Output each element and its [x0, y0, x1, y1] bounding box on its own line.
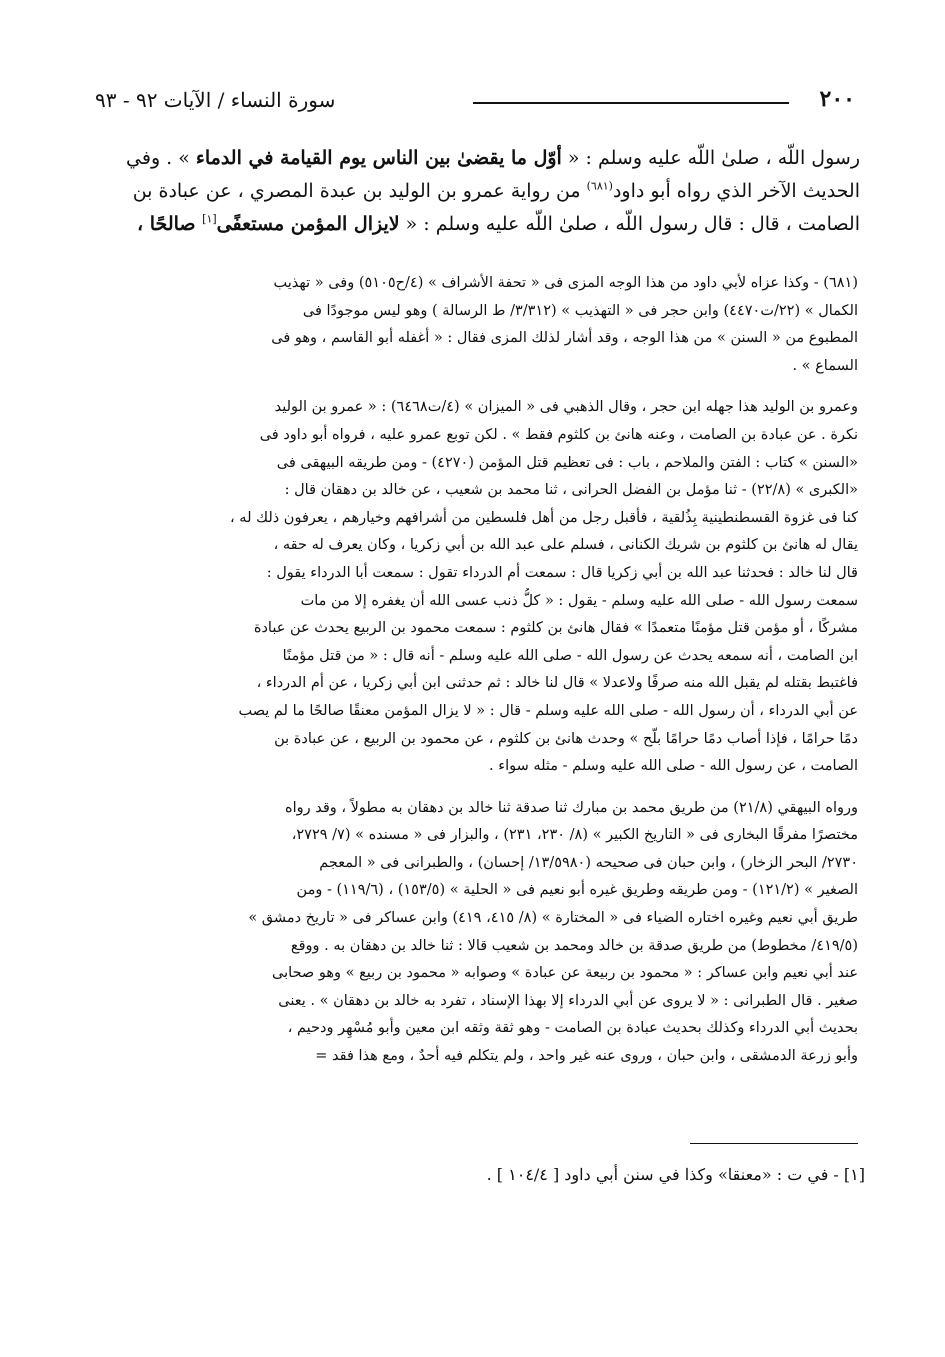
footnote-line: كنا فى غزوة القسطنطينية بِذُلقية ، فأقبل رجل من أهل فلسطين من أشرافهم وخيارهم ، يعرفون ذلك له ،: [230, 509, 858, 526]
editor-note-ref[interactable]: [١]: [202, 212, 217, 226]
footnote-line: الكمال » (٢٢/ت٤٤٧٠) وابن حجر فى « التهذيب » (٣/٣١٢/ ط الرسالة ) وهو ليس موجودًا فى: [302, 302, 858, 319]
paragraph-gap: [100, 380, 858, 394]
main-line-1: [95, 142, 860, 175]
footnote-line: «السنن » كتاب : الفتن والملاحم ، باب : فى تعظيم قتل المؤمن (٤٢٧٠) - ومن طريقه البيهقى فى: [276, 454, 858, 471]
footnote-line: المطبوع من « السنن » من هذا الوجه ، وقد أشار لذلك المزى فقال : « أغفله أبو القاسم ، وهو فى: [271, 330, 858, 347]
main-line-3: [95, 208, 860, 241]
footnote-line: يقال له هانئ بن كلثوم بن شريك الكنانى ، فسلم على عبد الله بن أبي زكريا ، وكان يعرف له حقه ،: [273, 537, 858, 554]
footnote-ref-681[interactable]: (٦٨١): [586, 179, 613, 193]
running-title: سورة النساء / الآيات ٩٢ - ٩٣: [95, 88, 336, 112]
footnote-line: طريق أبي نعيم وغيره اختاره الضياء فى « المختارة » (٨/ ٤١٥، ٤١٩) وابن عساكر فى « تاريخ دمشق »: [248, 910, 858, 927]
footnote-line: ابن الصامت ، أنه سمعه يحدث عن رسول الله - صلى الله عليه وسلم - أنه قال : « من قتل مؤمنًا: [282, 647, 858, 664]
hadith-quote: لايزال المؤمن مستعفًى: [216, 213, 400, 235]
header-rule: [473, 102, 789, 104]
main-text-span: الصامت ، قال : قال رسول اللّه ، صلىٰ اللّه عليه وسلم : «: [399, 213, 860, 235]
footnote-line: عند أبي نعيم وابن عساكر : « محمود بن ربيعة عن عبادة » وصوابه « محمود بن ربيع » وهو صحابى: [272, 965, 858, 982]
editor-note: [١] - في ت : «معنقا» وكذا في سنن أبي داود [ ١٠٤/٤ ] .: [486, 1165, 865, 1184]
footnotes: [100, 270, 858, 1071]
page-number: ٢٠٠: [819, 86, 855, 112]
footnote-line: فاغتبط بقتله لم يقبل الله منه صرفًا ولاعدلا » قال لنا خالد : ثم حدثنى ابن أبي زكريا ، عن أم الدرداء ،: [256, 675, 858, 692]
main-text-span: » . وفي: [126, 147, 196, 169]
footnote-line: بحديث أبي الدرداء وكذلك بحديث عبادة بن الصامت - وهو ثقة وثقه ابن معين وأبو مُسْهِر ودحيم ،: [287, 1020, 858, 1037]
main-text-span: الحديث الآخر الذي رواه أبو داود: [612, 180, 860, 202]
main-line-2: [95, 175, 860, 208]
footnote-line: (٤١٩/٥/ مخطوط) من طريق صدقة بن خالد ومحمد بن شعيب قالا : ثنا خالد بن دهقان به . ووقع: [290, 937, 858, 954]
footnote-line: نكرة . عن عبادة بن الصامت ، وعنه هانئ بن كلثوم فقط » . لكن توبع عمرو عليه ، فرواه أبو داود فى: [259, 426, 858, 443]
main-text-span: من رواية عمرو بن الوليد بن عبدة المصري ، عن عبادة بن: [132, 180, 587, 202]
footnote-line: وعمرو بن الوليد هذا جهله ابن حجر ، وقال الذهبي فى « الميزان » (٤/ت٦٤٦٨) : « عمرو بن الوليد: [274, 399, 858, 416]
page-header: [95, 86, 855, 120]
footnote-line: سمعت رسول الله - صلى الله عليه وسلم - يقول : « كلُّ ذنب عسى الله أن يغفره إلا من مات: [300, 592, 858, 609]
footnote-line: عن أبي الدرداء ، أن رسول الله - صلى الله عليه وسلم - قال : « لا يزال المؤمن معنقًا صالحًا ما لم يصب: [238, 702, 858, 719]
footnote-line: «الكبرى » (٢٢/٨) - ثنا مؤمل بن الفضل الحرانى ، ثنا محمد بن شعيب ، عن خالد بن دهقان قال :: [284, 482, 858, 499]
footnote-line: الصغير » (١٢١/٢) - ومن طريقه وطريق غيره أبو نعيم فى « الحلية » (١٥٣/٥) ، (١١٩/٦) - ومن: [296, 882, 858, 899]
footnote-line: ورواه البيهقي (٢١/٨) من طريق محمد بن مبارك ثنا صدقة ثنا خالد بن دهقان به مطولاً ، وقد رواه: [284, 799, 858, 816]
hadith-quote: أوّل ما يقضىٰ بين الناس يوم القيامة في الدماء: [195, 147, 562, 169]
main-text: [95, 142, 860, 241]
footnote-line: ٢٧٣٠/ البحر الزخار) ، وابن حبان فى صحيحه (١٣/٥٩٨٠/ إحسان) ، والطبرانى فى « المعجم: [319, 854, 858, 871]
footnote-line: مختصرًا مفرقًا البخارى فى « التاريخ الكبير » (٨/ ٢٣٠، ٢٣١) ، والبزار فى « مسنده » (٧/ ٢٧٢٩،: [291, 827, 858, 844]
footnote-line: الصامت ، عن رسول الله - صلى الله عليه وسلم - مثله سواء .: [489, 758, 858, 775]
main-text-span: رسول اللّه ، صلىٰ اللّه عليه وسلم : «: [561, 147, 860, 169]
editor-note-rule: [690, 1143, 858, 1144]
footnote-line: قال لنا خالد : فحدثنا عبد الله بن أبي زكريا قال : سمعت أم الدرداء تقول : سمعت أبا الدرداء يقول :: [266, 564, 858, 581]
hadith-quote: صالحًا ،: [137, 213, 203, 235]
footnote-line: دمًا حرامًا ، فإذا أصاب دمًا حرامًا بلّح » وحدث هانئ بن كلثوم ، عن محمود بن الربيع ، عن عبادة بن: [274, 730, 858, 747]
footnote-line: وأبو زرعة الدمشقى ، وابن حبان ، وروى عنه غير واحد ، ولم يتكلم فيه أحدٌ ، ومع هذا فقد =: [315, 1048, 858, 1065]
footnote-line: صغير . قال الطبرانى : « لا يروى عن أبي الدرداء إلا بهذا الإسناد ، تفرد به خالد بن دهقان » . يعنى: [278, 992, 858, 1009]
paragraph-gap: [100, 781, 858, 795]
footnote-line: السماع » .: [792, 357, 858, 374]
footnote-line: مشركًا ، أو مؤمن قتل مؤمنًا متعمدًا » فقال هانئ بن كلثوم : سمعت محمود بن الربيع يحدث عن عبادة: [253, 620, 858, 637]
footnote-line: (٦٨١) - وكذا عزاه لأبي داود من هذا الوجه المزى فى « تحفة الأشراف » (٤/ح٥١٠٥) وفى « تهذيب: [273, 275, 858, 291]
